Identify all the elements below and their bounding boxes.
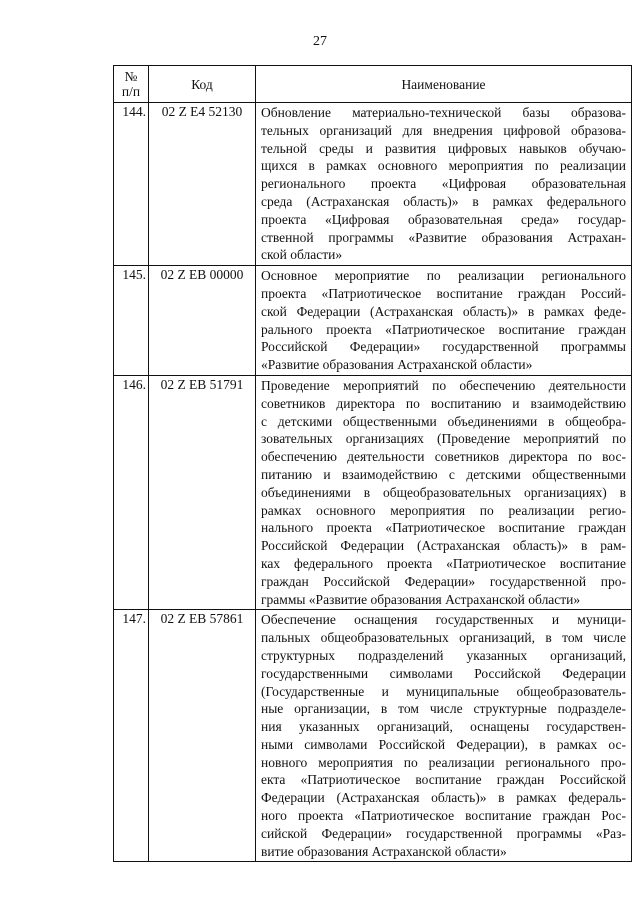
row-name-line: ного проекта «Патриотическое воспитание граждан Рос- <box>261 808 626 824</box>
row-name-line: рального проекта «Патриотическое воспитание граждан <box>261 321 626 337</box>
row-number: 147. <box>114 610 149 862</box>
row-name-line: ными символами Российской Федерации), в рамках ос- <box>261 736 626 752</box>
row-name-line: тельной среды и развития цифровых навыков обучаю- <box>261 140 626 156</box>
row-name-line: Обеспечение оснащения государственных и муници- <box>261 612 626 628</box>
row-name-line: ния указанных организаций, оснащены государствен- <box>261 719 626 735</box>
row-name-line: Проведение мероприятий по обеспечению деятельности <box>261 377 626 393</box>
row-name-line: советников директора по воспитанию и взаимодействию <box>261 395 626 411</box>
row-name-line: Федерации (Астраханская область)» в рамках федераль- <box>261 790 626 806</box>
row-name-line: структурных подразделений указанных организаций, <box>261 647 626 663</box>
row-name-line: объединениями в общеобразовательных организациях) в <box>261 484 626 500</box>
row-name-line: сийской Федерации» государственной программы «Раз- <box>261 825 626 841</box>
row-name-line: витие образования Астраханской области» <box>261 843 507 859</box>
row-code: 02 Z EB 57861 <box>149 610 256 862</box>
row-name-line: регионального проекта «Цифровая образовательная <box>261 176 626 192</box>
budget-code-table <box>113 65 632 862</box>
row-name-line: нального проекта «Патриотическое воспитание граждан <box>261 520 626 536</box>
row-name-line: Российской Федерации» государственной программы <box>261 339 626 355</box>
table-row <box>114 103 632 266</box>
row-name-line: среда (Астраханская область)» в рамках федерального <box>261 193 626 209</box>
page-number: 27 <box>313 34 327 49</box>
row-name-line: проекта «Патриотическое воспитание граждан Россий- <box>261 285 626 301</box>
header-number-symbol: № <box>124 69 138 84</box>
row-name-line: (Государственные и муниципальные общеобразователь- <box>261 683 626 699</box>
row-name-line: ской Федерации (Астраханская область)» в рамках феде- <box>261 303 626 319</box>
row-number: 146. <box>114 375 149 609</box>
row-name <box>256 266 632 376</box>
row-name-line: обеспечению деятельности советников директора по вос- <box>261 449 626 465</box>
table-row <box>114 375 632 609</box>
row-name-line: с детскими общественными объединениями в общеобра- <box>261 413 626 429</box>
row-name-line: екта «Патриотическое воспитание граждан Российской <box>261 772 626 788</box>
row-name-line: пальных общеобразовательных организаций, в том числе <box>261 630 626 646</box>
row-name-line: питанию и взаимодействию с детскими общественными <box>261 466 626 482</box>
row-name-line: зовательных организациях (Проведение мероприятий по <box>261 431 626 447</box>
row-name-line: ской области» <box>261 247 343 263</box>
row-name-line: ные организации, в том числе структурные подразделе- <box>261 701 626 717</box>
row-name-line: рамках основного мероприятия по реализации регио- <box>261 502 626 518</box>
table-row <box>114 266 632 376</box>
header-number <box>114 66 149 103</box>
table-header-row <box>114 66 632 103</box>
header-code: Код <box>149 66 256 103</box>
row-name-line: новного мероприятия по реализации регионального про- <box>261 754 626 770</box>
row-name-line: Обновление материально-технической базы образова- <box>261 105 626 120</box>
row-name <box>256 375 632 609</box>
row-name-line: граммы «Развитие образования Астраханской области» <box>261 591 581 607</box>
header-number-abbr: п/п <box>121 84 141 99</box>
row-code: 02 Z E4 52130 <box>149 103 256 266</box>
row-name-line: проекта «Цифровая образовательная среда» государ- <box>261 211 626 227</box>
row-name-line: «Развитие образования Астраханской области» <box>261 357 533 373</box>
row-number: 145. <box>114 266 149 376</box>
row-name-line: государственными символами Российской Федерации <box>261 665 626 681</box>
row-name-line: ственной программы «Развитие образования Астрахан- <box>261 229 626 245</box>
header-name: Наименование <box>256 66 632 103</box>
row-name <box>256 103 632 266</box>
table-row <box>114 610 632 862</box>
row-code: 02 Z EB 00000 <box>149 266 256 376</box>
row-code: 02 Z EB 51791 <box>149 375 256 609</box>
row-name-line: Российской Федерации (Астраханская область)» в рам- <box>261 538 626 554</box>
row-name-line: граждан Российской Федерации» государственной про- <box>261 573 626 589</box>
row-name-line: щихся в рамках основного мероприятия по реализации <box>261 158 626 174</box>
row-name-line: тельных организаций для внедрения цифровой образова- <box>261 122 626 138</box>
row-name-line: Основное мероприятие по реализации регионального <box>261 268 626 284</box>
row-number: 144. <box>114 103 149 266</box>
row-name <box>256 610 632 862</box>
row-name-line: ках федерального проекта «Патриотическое воспитание <box>261 555 626 571</box>
